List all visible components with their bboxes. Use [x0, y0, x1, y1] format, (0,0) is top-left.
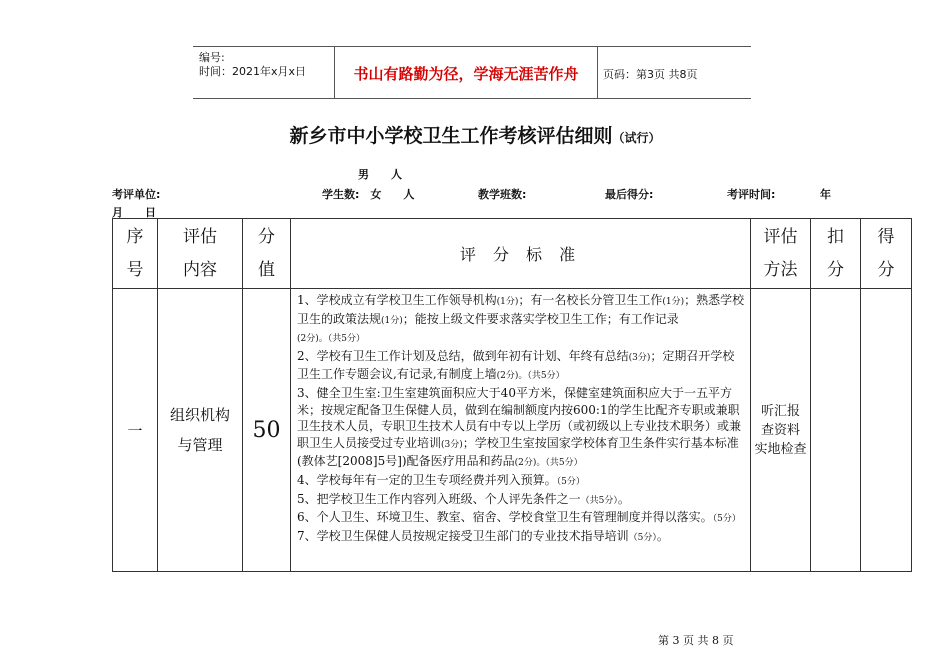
row-deduct — [811, 289, 861, 572]
header-motto: 书山有路勤为径，学海无涯苦作舟 — [353, 65, 579, 83]
header-method: 评估 方法 — [751, 219, 811, 289]
unit-label: 考评单位: — [112, 188, 161, 201]
students-label: 学生数: 女 人 — [322, 188, 415, 201]
header-deduct: 扣 分 — [811, 219, 861, 289]
header-meta — [199, 51, 306, 79]
row-points: 50 — [243, 289, 291, 572]
serial-label: 编号: — [199, 51, 225, 64]
title-text: 新乡市中小学校卫生工作考核评估细则 — [289, 125, 613, 147]
evaluation-table — [112, 218, 912, 572]
criterion-item: 1、学校成立有学校卫生工作领导机构(1分)；有一名校长分管卫生工作(1分)；熟悉学校卫生的政策法规(1分)；能按上级文件要求落实学校卫生工作；有工作记录(2分)。（共5分） — [297, 293, 745, 345]
criterion-item: 4、学校每年有一定的卫生专项经费并列入预算。（5分） — [297, 472, 585, 487]
title-note: （试行） — [612, 131, 661, 145]
header-points: 分 值 — [243, 219, 291, 289]
male-count-label: 男 人 — [358, 168, 402, 181]
table-row — [113, 289, 912, 572]
month-day-label: 月 日 — [112, 206, 156, 219]
page-header — [193, 46, 751, 99]
row-seq: 一 — [113, 289, 158, 572]
criterion-item: 3、健全卫生室:卫生室建筑面积应大于40平方米，保健室建筑面积应大于一五平方米；按规定配备卫生保健人员，做到在编制额度内按600:1的学生比配齐专职或兼职卫生技术人员，专职卫生技术人员有中专以上学历（或初级以上专业技术职务）或兼职卫生人员接受过专业培训(3分)；学校卫生室按国家学校体育卫生条件实行基本标准(教体艺[2008]5号])配备医疗用品和药品(2分)。（共5分） — [297, 385, 742, 469]
classes-label: 教学班数: — [478, 188, 527, 201]
header-score: 得 分 — [861, 219, 912, 289]
document-title — [0, 121, 950, 148]
year-label: 年 — [820, 188, 831, 201]
header-divider — [597, 47, 598, 98]
table-header-row — [113, 219, 912, 289]
header-page-info: 页码：第3页 共8页 — [603, 68, 698, 81]
page-footer: 第 3 页 共 8 页 — [658, 634, 734, 647]
header-criteria: 评 分 标 准 — [291, 219, 751, 289]
header-seq: 序 号 — [113, 219, 158, 289]
criterion-item: 6、个人卫生、环境卫生、教室、宿舍、学校食堂卫生有管理制度并得以落实。（5分） — [297, 510, 741, 525]
criterion-item: 2、学校有卫生工作计划及总结，做到年初有计划、年终有总结(3分)；定期召开学校卫生工作专题会议,有记录,有制度上墙(2分)。（共5分） — [297, 348, 735, 382]
row-criteria — [291, 289, 751, 572]
row-item: 组织机构 与管理 — [158, 289, 243, 572]
criterion-item: 5、把学校卫生工作内容列入班级、个人评先条件之一（共5分）。 — [297, 491, 630, 506]
eval-time-label: 考评时间: — [727, 188, 776, 201]
time-label: 时间：2021年x月x日 — [199, 65, 307, 78]
row-score — [861, 289, 912, 572]
criterion-item: 7、学校卫生保健人员按规定接受卫生部门的专业技术指导培训（5分）。 — [297, 528, 669, 543]
header-item: 评估 内容 — [158, 219, 243, 289]
final-score-label: 最后得分: — [605, 188, 654, 201]
row-method: 听汇报 查资料 实地检查 — [751, 289, 811, 572]
